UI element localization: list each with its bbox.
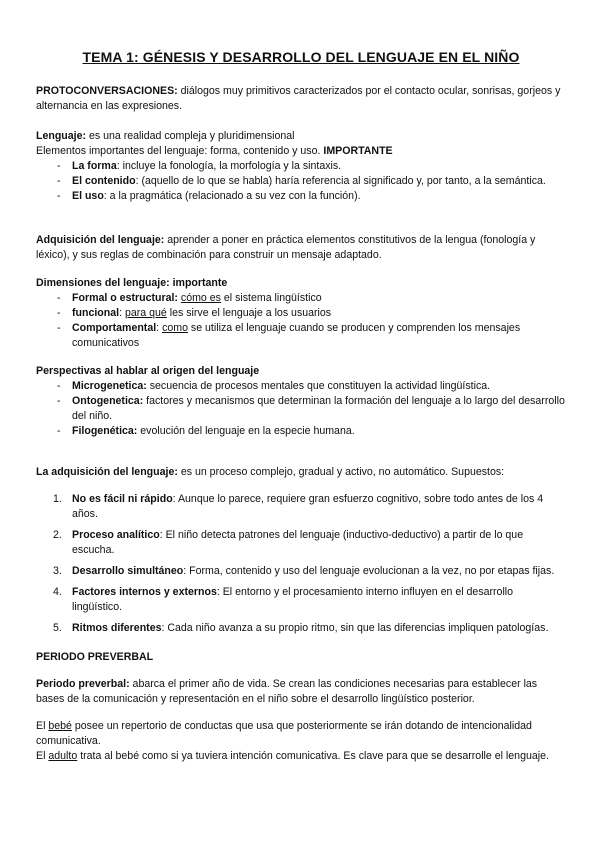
- list-item: [36, 379, 566, 394]
- supuestos-list: [36, 492, 566, 636]
- item-label: Ritmos diferentes: [72, 622, 162, 634]
- item-label: Filogenética:: [72, 425, 138, 437]
- item-underlined: como: [162, 322, 188, 334]
- list-item: [36, 621, 566, 636]
- item-text: el sistema lingüístico: [220, 292, 322, 304]
- perspectivas-heading: Perspectivas al hablar al origen del lenguaje: [36, 365, 260, 377]
- list-item: - funcional: para qué les sirve el lenguaje a los usuarios: [36, 306, 566, 321]
- protoconversaciones-text: diálogos muy primitivos caracterizados por el contacto ocular, sonrisas, gorjeos y alternancia en las expresiones.: [36, 85, 561, 112]
- item-text: : a la pragmática (relacionado a su vez con la función).: [103, 190, 361, 202]
- item-label: Factores internos y externos: [72, 586, 217, 598]
- item-text: secuencia de procesos mentales que constituyen la actividad lingüística.: [146, 380, 491, 392]
- list-item: [36, 394, 566, 424]
- bebe-prefix: El: [36, 720, 49, 732]
- elementos-text: Elementos importantes del lenguaje: forma, contenido y uso.: [36, 145, 324, 157]
- item-text: se utiliza el lenguaje cuando se producen y comprenden los mensajes comunicativos: [72, 322, 521, 349]
- adq-proceso-text: es un proceso complejo, gradual y activo, no automático. Supuestos:: [177, 466, 505, 478]
- item-text: evolución del lenguaje en la especie humana.: [137, 425, 355, 437]
- item-number: 2.: [53, 529, 62, 541]
- list-item: [36, 174, 566, 189]
- list-item: [36, 189, 566, 204]
- adquisicion-section: [36, 233, 566, 263]
- item-label: Ontogenetica:: [72, 395, 144, 407]
- lenguaje-section: [36, 129, 566, 204]
- adulto-text: trata al bebé como si ya tuviera intención comunicativa. Es clave para que se desarrolle el lenguaje.: [77, 750, 549, 762]
- item-label: Proceso analítico: [72, 529, 160, 541]
- item-label: La forma: [72, 160, 117, 172]
- bebe-underlined: bebé: [48, 720, 72, 732]
- item-label: No es fácil ni rápido: [72, 493, 173, 505]
- item-label: Comportamental: [72, 322, 157, 334]
- item-label: funcional: [72, 307, 120, 319]
- lenguaje-label: Lenguaje:: [36, 130, 87, 142]
- item-text: : Cada niño avanza a su propio ritmo, sin que las diferencias impliquen patologías.: [161, 622, 549, 634]
- item-number: 1.: [53, 493, 62, 505]
- perspectivas-section: [36, 364, 566, 439]
- item-number: 5.: [53, 622, 62, 634]
- adq-proceso-label: La adquisición del lenguaje:: [36, 466, 178, 478]
- list-item: [36, 585, 566, 615]
- adulto-underlined: adulto: [48, 750, 78, 762]
- lenguaje-text: es una realidad compleja y pluridimensional: [86, 130, 295, 142]
- item-number: 3.: [53, 565, 62, 577]
- dimensiones-list: [36, 291, 566, 351]
- list-item: [36, 424, 566, 439]
- item-text: les sirve el lenguaje a los usuarios: [166, 307, 332, 319]
- dimensiones-section: [36, 276, 566, 351]
- item-text: : El niño detecta patrones del lenguaje (inductivo-deductivo) a partir de lo que escucha.: [72, 529, 524, 556]
- adquisicion-label: Adquisición del lenguaje:: [36, 234, 165, 246]
- perspectivas-list: [36, 379, 566, 439]
- item-label: Microgenetica:: [72, 380, 147, 392]
- adquisicion-text: aprender a poner en práctica elementos constitutivos de la lengua (fonología y léxico), y sus reglas de combinación para construir un mensaje adaptado.: [36, 234, 536, 261]
- preverbal-label: Periodo preverbal:: [36, 678, 130, 690]
- preverbal-heading: PERIODO PREVERBAL: [36, 651, 154, 663]
- item-text: : (aquello de lo que se habla) haría referencia al significado y, por tanto, a la semántica.: [135, 175, 546, 187]
- item-label: El uso: [72, 190, 104, 202]
- item-label: Desarrollo simultáneo: [72, 565, 184, 577]
- page-title: TEMA 1: GÉNESIS Y DESARROLLO DEL LENGUAJE EN EL NIÑO: [82, 49, 520, 65]
- item-underlined: para qué: [124, 307, 167, 319]
- item-label: El contenido: [72, 175, 136, 187]
- list-item: - Comportamental: como se utiliza el lenguaje cuando se producen y comprenden los mensajes comunicativos: [36, 321, 566, 351]
- item-underlined: cómo es: [180, 292, 221, 304]
- list-item: [36, 564, 566, 579]
- importante-label: IMPORTANTE: [323, 145, 393, 157]
- list-item: [36, 291, 566, 306]
- item-text: : Forma, contenido y uso del lenguaje evolucionan a la vez, no por etapas fijas.: [183, 565, 555, 577]
- item-text: : incluye la fonología, la morfología y la sintaxis.: [116, 160, 342, 172]
- item-text: factores y mecanismos que determinan la formación del lenguaje a lo largo del desarrollo del niño.: [72, 395, 565, 422]
- list-item: [36, 528, 566, 558]
- item-text: : Aunque lo parece, requiere gran esfuerzo cognitivo, sobre todo antes de los 4 años.: [72, 493, 544, 520]
- preverbal-section: [36, 650, 566, 764]
- list-item: [36, 492, 566, 522]
- list-item: [36, 159, 566, 174]
- protoconversaciones-label: PROTOCONVERSACIONES:: [36, 85, 178, 97]
- item-number: 4.: [53, 586, 62, 598]
- item-label: Formal o estructural:: [72, 292, 178, 304]
- preverbal-text: abarca el primer año de vida. Se crean las condiciones necesarias para establecer las bases de la comunicación y representación en el niño sobre el desarrollo lingüístico posterior.: [36, 678, 538, 705]
- elementos-list: [36, 159, 566, 204]
- protoconversaciones-section: [36, 84, 566, 114]
- item-text: : El entorno y el procesamiento interno influyen en el desarrollo lingüístico.: [72, 586, 514, 613]
- dimensiones-heading: Dimensiones del lenguaje: importante: [36, 277, 228, 289]
- adulto-prefix: El: [36, 750, 49, 762]
- adquisicion-proceso-section: [36, 465, 566, 642]
- bebe-text: posee un repertorio de conductas que usa que posteriormente se irán dotando de intencionalidad comunicativa.: [36, 720, 532, 747]
